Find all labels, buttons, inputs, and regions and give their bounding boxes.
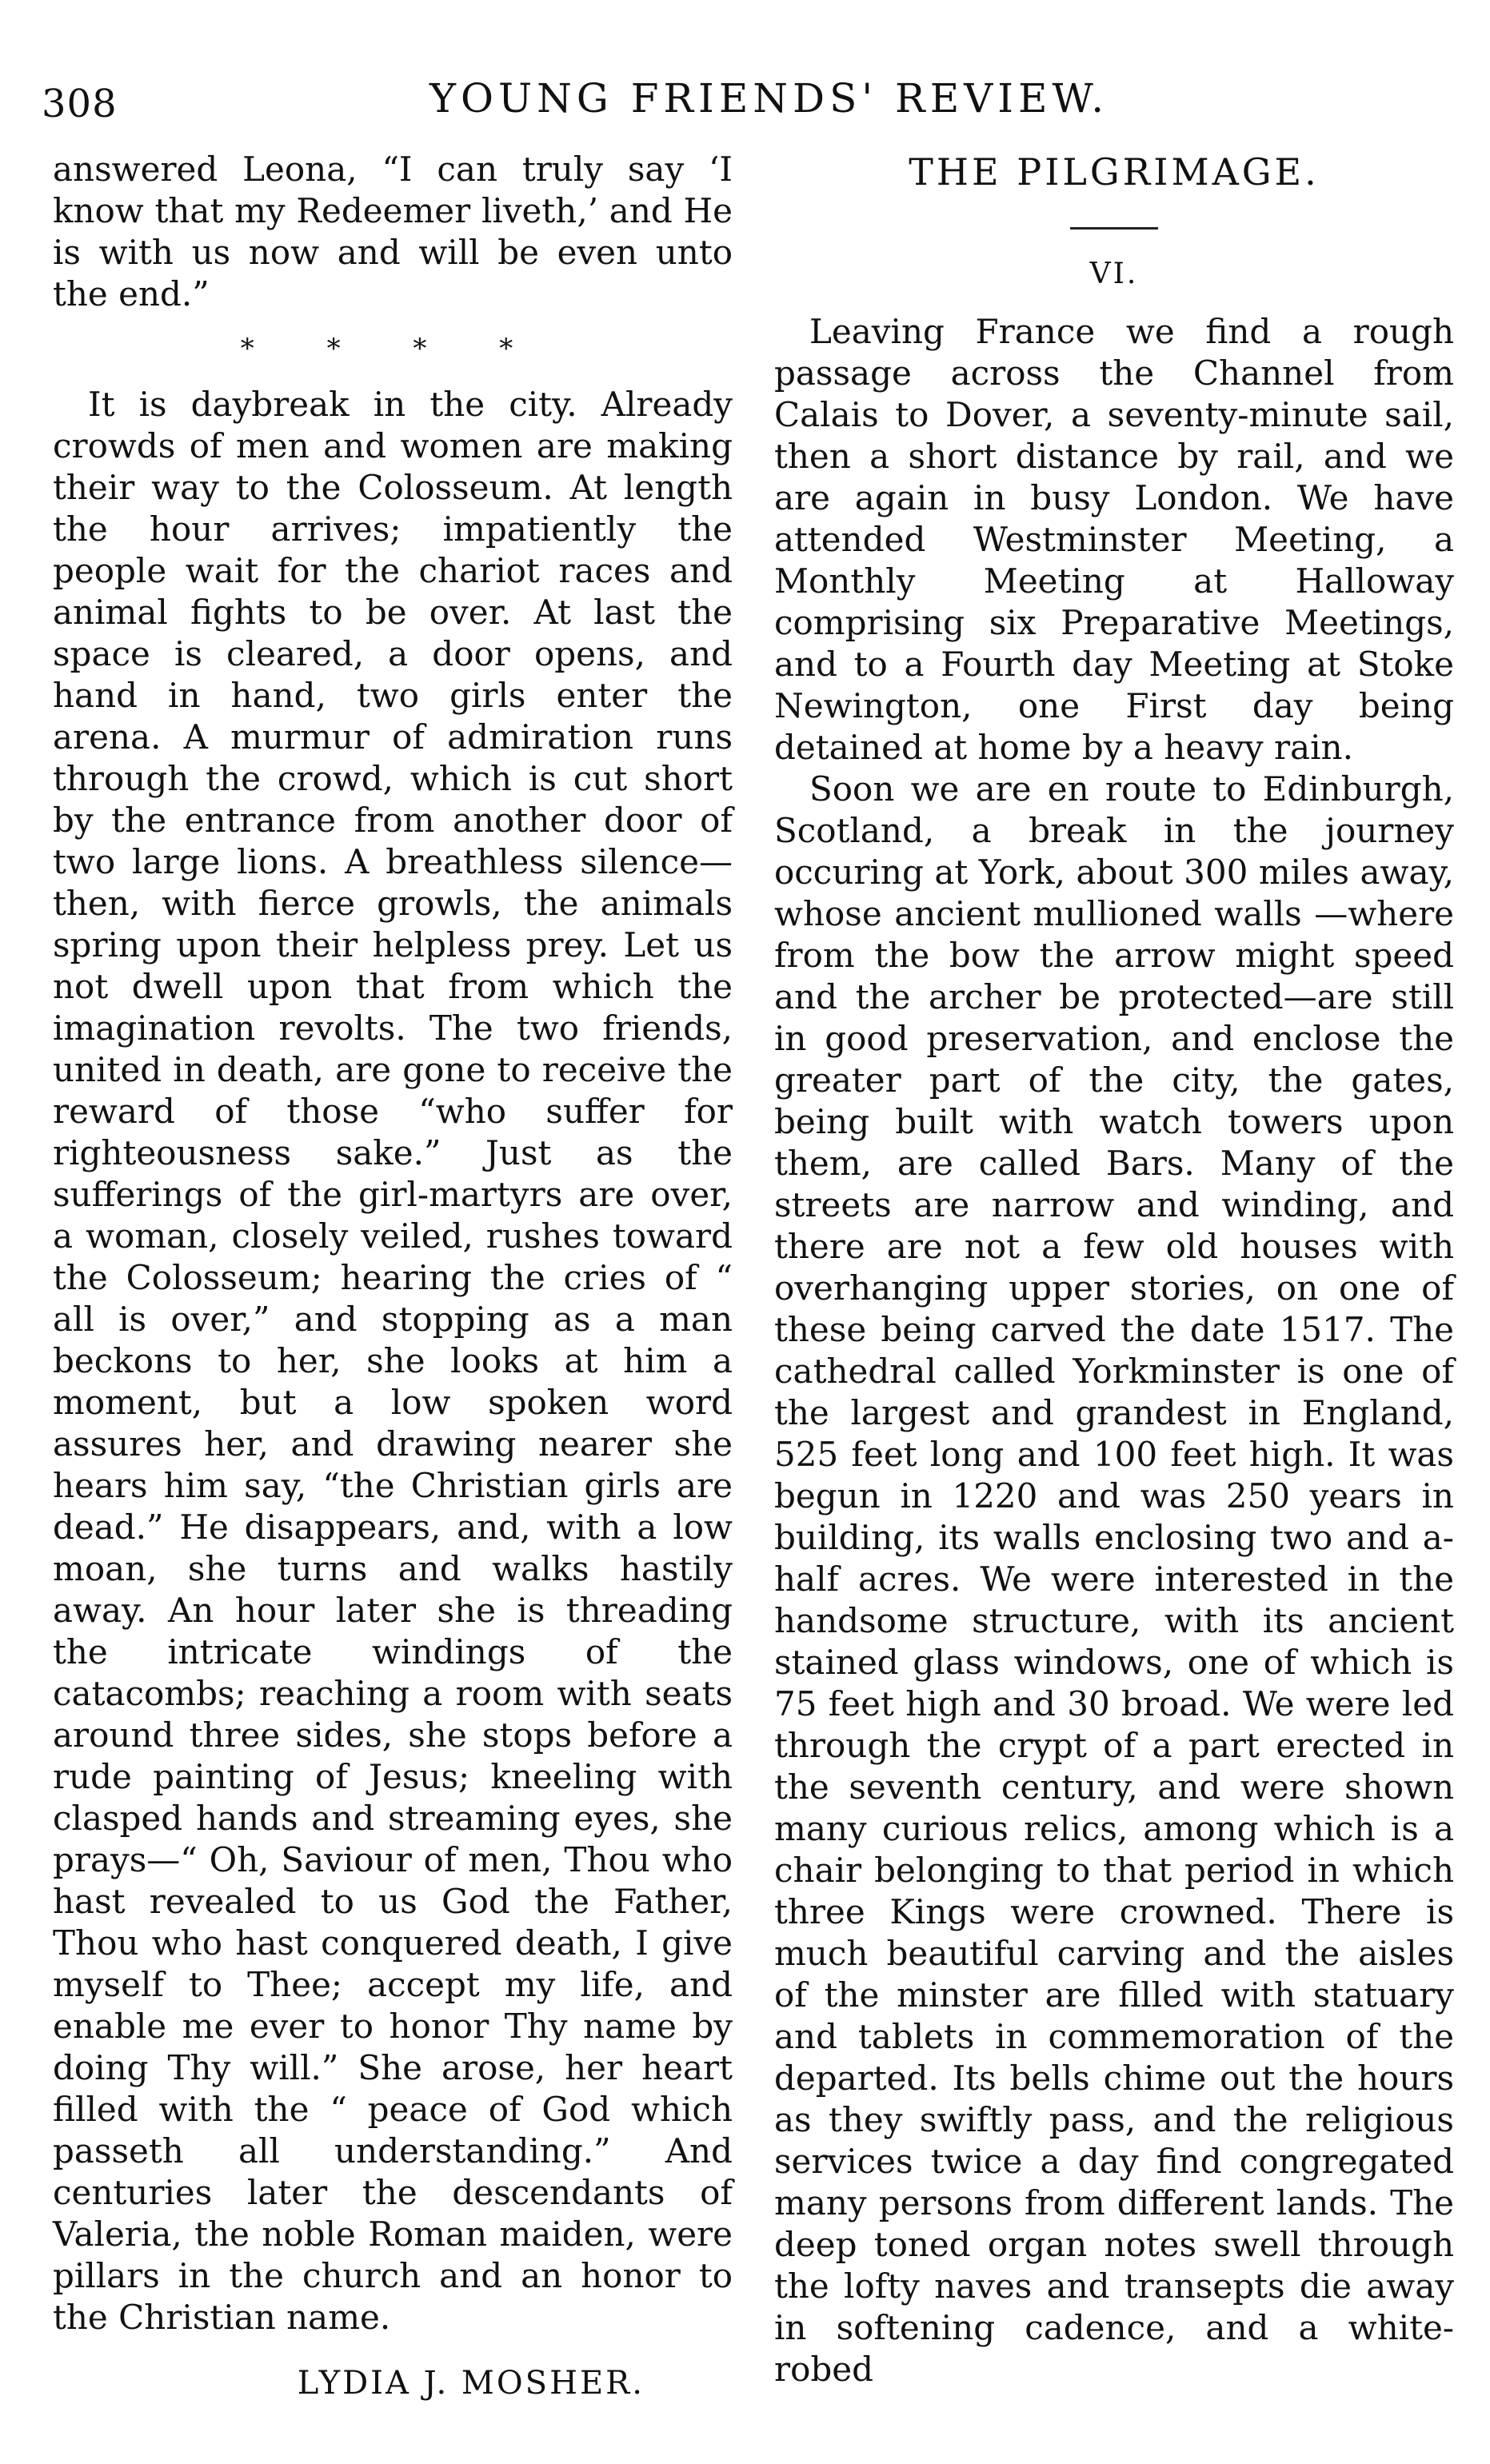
left-paragraph-2: It is daybreak in the city. Already crowds of men and women are making their way to the Colosseum. At length the hour arrives; impatiently the people wait for the chariot races and animal fights to be over. At last the space is cleared, a door opens, and hand in hand, two girls enter the arena. A murmur of admiration runs through the crowd, which is cut short by the entrance from another door of two large lions. A breathless silence—then, with fierce growls, the animals spring upon their helpless prey. Let us not dwell upon that from which the imagination revolts. The two friends, united in death, are gone to receive the reward of those “who suffer for righteousness sake.” Just as the sufferings of the girl-martyrs are over, a woman, closely veiled, rushes toward the Colosseum; hearing the cries of “ all is over,” and stopping as a man beckons to her, she looks at him a moment, but a low spoken word assures her, and drawing nearer she hears him say, “the Christian girls are dead.” He disappears, and, with a low moan, she turns and walks hastily away. An hour later she is threading the intricate windings of the catacombs; reaching a room with seats around three sides, she stops before a rude painting of Jesus; kneeling with clasped hands and streaming eyes, she prays—“ Oh, Saviour of men, Thou who hast revealed to us God the Father, Thou who hast conquered death, I give myself to Thee; accept my life, and enable me ever to honor Thy name by doing Thy will.” She arose, her heart filled with the “ peace of God which passeth all understanding.” And centuries later the descendants of Valeria, the noble Roman maiden, were pillars in the church and an honor to the Christian name. bbox=[53, 385, 733, 2337]
chapter-number: VI. bbox=[1089, 258, 1139, 290]
title-rule bbox=[1070, 227, 1158, 230]
right-paragraph-1: Leaving France we find a rough passage across the Channel from Calais to Dover, a seventy-minute sail, then a short distance by rail, and we are again in busy London. We have attended Westminster Meeting, a Monthly Meeting at Halloway comprising six Preparative Meetings, and to a Fourth day Meeting at Stoke Newington, one First day being detained at home by a heavy rain. bbox=[774, 312, 1454, 767]
running-head: YOUNG FRIENDS' REVIEW. bbox=[429, 75, 1109, 122]
page-number: 308 bbox=[42, 82, 118, 126]
left-column bbox=[53, 149, 733, 2404]
right-paragraph-2: Soon we are en route to Edinburgh, Scotland, a break in the journey occuring at York, about 300 miles away, whose ancient mullioned walls —where from the bow the arrow might speed and the archer be protected—are still in good preservation, and enclose the greater part of the city, the gates, being built with watch towers upon them, are called Bars. Many of the streets are narrow and winding, and there are not a few old houses with overhanging upper stories, on one of these being carved the date 1517. The cathedral called Yorkminster is one of the largest and grandest in England, 525 feet long and 100 feet high. It was begun in 1220 and was 250 years in building, its walls enclosing two and a-half acres. We were interested in the handsome structure, with its ancient stained glass windows, one of which is 75 feet high and 30 broad. We were led through the crypt of a part erected in the seventh century, and were shown many curious relics, among which is a chair belonging to that period in which three Kings were crowned. There is much beautiful carving and the aisles of the minster are filled with statuary and tablets in commemoration of the departed. Its bells chime out the hours as they swiftly pass, and the religious services twice a day find congregated many persons from different lands. The deep toned organ notes swell through the lofty naves and transepts die away in softening cadence, and a white-robed bbox=[774, 769, 1454, 2389]
article-title: THE PILGRIMAGE. bbox=[909, 150, 1320, 194]
left-paragraph-1: answered Leona, “I can truly say ‘I know that my Redeemer liveth,’ and He is with us now and will be even unto the end.” bbox=[53, 150, 733, 313]
author-signature: LYDIA J. MOSHER. bbox=[297, 2365, 645, 2402]
right-column bbox=[774, 149, 1454, 2390]
page-header bbox=[42, 75, 1465, 134]
section-break-asterisks: * * * * bbox=[240, 333, 545, 365]
